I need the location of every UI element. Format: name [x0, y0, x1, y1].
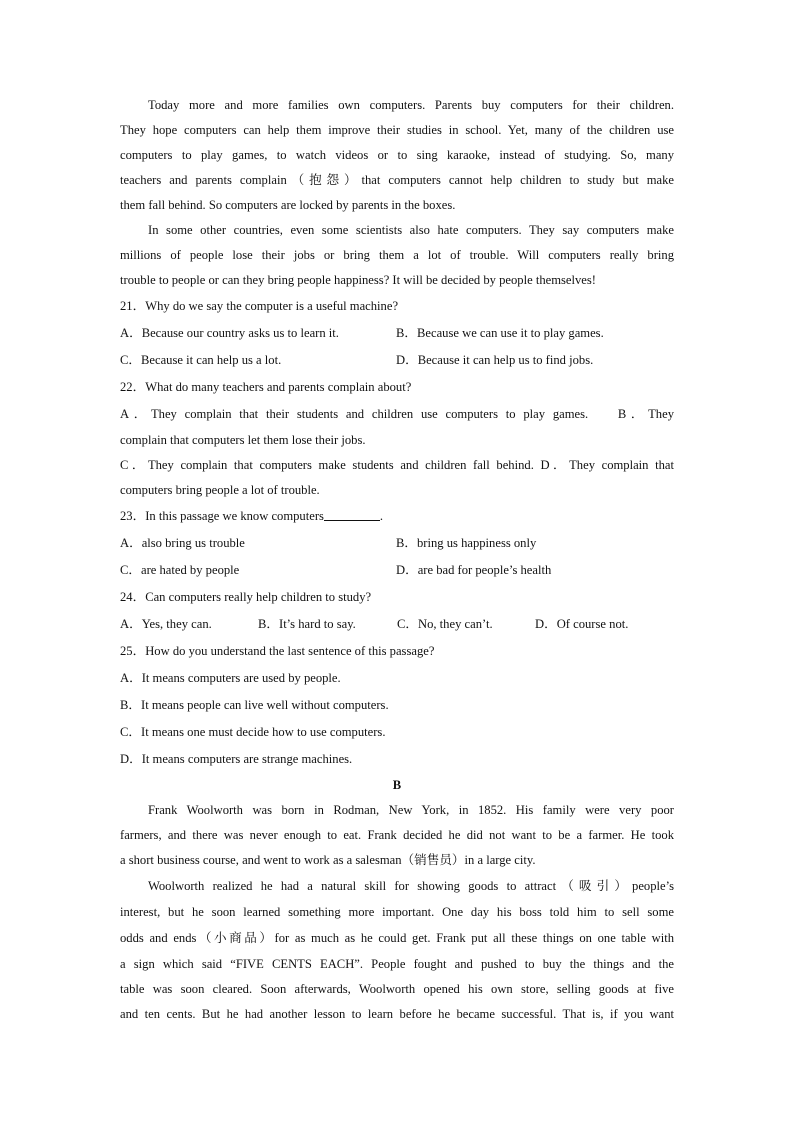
question-22 [120, 374, 674, 503]
option-a-b-line[interactable]: A．They complain that their students and children use computers to play games. B．They [120, 407, 674, 421]
options-row [120, 320, 674, 347]
option-c[interactable]: C．Because it can help us a lot. [120, 353, 282, 367]
text-line: millions of people lose their jobs or bring them a lot of trouble. Will computers really bring [120, 248, 674, 262]
question-stem: 21．Why do we say the computer is a useful machine? [120, 299, 399, 313]
document-page [120, 93, 674, 1027]
question-21 [120, 293, 674, 374]
option-d[interactable]: D．are bad for people’s health [396, 563, 552, 577]
options-row [120, 347, 674, 374]
option-d[interactable]: D．Because it can help us to find jobs. [396, 353, 594, 367]
question-25 [120, 638, 674, 773]
text-line: Today more and more families own computers. Parents buy computers for their children. [148, 98, 674, 112]
answer-blank [324, 506, 380, 521]
option-a[interactable]: A．It means computers are used by people. [120, 671, 341, 685]
question-stem: 22．What do many teachers and parents complain about? [120, 380, 412, 394]
passage-a-paragraph-1 [120, 93, 674, 218]
passage-b-paragraph-2 [120, 873, 674, 1027]
text-line: farmers, and there was never enough to eat. Frank decided he did not want to be a farmer. He took [120, 828, 674, 842]
question-24 [120, 584, 674, 638]
text-line: and ten cents. But he had another lesson to learn before he became successful. That is, if you want [120, 1007, 674, 1021]
option-d-continued[interactable]: computers bring people a lot of trouble. [120, 483, 320, 497]
option-d[interactable]: D．It means computers are strange machines. [120, 752, 353, 766]
question-stem-text: 23．In this passage we know computers [120, 509, 324, 523]
options-row [120, 611, 674, 638]
text-line: odds and ends（小商品）for as much as he could get. Frank put all these things on one table with [120, 931, 674, 945]
option-b[interactable]: B．It means people can live well without computers. [120, 698, 389, 712]
option-a[interactable]: A．Because our country asks us to learn it. [120, 326, 339, 340]
option-b[interactable]: B．It’s hard to say. [258, 617, 356, 631]
option-c-d-line[interactable]: C．They complain that computers make students and children fall behind. D．They complain that [120, 458, 674, 472]
section-heading-b: B [392, 778, 402, 792]
text-line: trouble to people or can they bring people happiness? It will be decided by people themselves! [120, 273, 596, 287]
option-a[interactable]: A．also bring us trouble [120, 536, 245, 550]
text-line: They hope computers can help them improve their studies in school. Yet, many of the children use [120, 123, 674, 137]
question-23 [120, 503, 674, 584]
text-line: Frank Woolworth was born in Rodman, New York, in 1852. His family were very poor [148, 803, 674, 817]
options-row [120, 530, 674, 557]
passage-b-paragraph-1 [120, 798, 674, 873]
option-b[interactable]: B．Because we can use it to play games. [396, 326, 604, 340]
text-line: a short business course, and went to work as a salesman（销售员）in a large city. [120, 853, 536, 867]
text-line: interest, but he soon learned something more important. One day his boss told him to sell some [120, 905, 674, 919]
option-c[interactable]: C．No, they can’t. [397, 617, 493, 631]
option-b-continued[interactable]: complain that computers let them lose their jobs. [120, 433, 366, 447]
text-line: computers to play games, to watch videos or to sing karaoke, instead of studying. So, many [120, 148, 674, 162]
text-line: table was soon cleared. Soon afterwards, Woolworth opened his own store, selling goods at five [120, 982, 674, 996]
passage-a-paragraph-2 [120, 218, 674, 293]
text-line: them fall behind. So computers are locked by parents in the boxes. [120, 198, 456, 212]
text-line: In some other countries, even some scientists also hate computers. They say computers make [148, 223, 674, 237]
question-stem [120, 503, 674, 530]
option-c[interactable]: C．It means one must decide how to use computers. [120, 725, 386, 739]
options-row [120, 557, 674, 584]
question-stem: 24．Can computers really help children to study? [120, 590, 372, 604]
question-stem-end: . [379, 509, 384, 523]
question-stem: 25．How do you understand the last sentence of this passage? [120, 644, 435, 658]
option-d[interactable]: D．Of course not. [535, 617, 629, 631]
option-c[interactable]: C．are hated by people [120, 563, 240, 577]
text-line: Woolworth realized he had a natural skill for showing goods to attract（吸引）people’s [148, 879, 674, 893]
text-line: teachers and parents complain（抱怨）that computers cannot help children to study but make [120, 173, 674, 187]
text-line: a sign which said “FIVE CENTS EACH”. People fought and pushed to buy the things and the [120, 957, 674, 971]
option-a[interactable]: A．Yes, they can. [120, 617, 212, 631]
option-b[interactable]: B．bring us happiness only [396, 536, 537, 550]
